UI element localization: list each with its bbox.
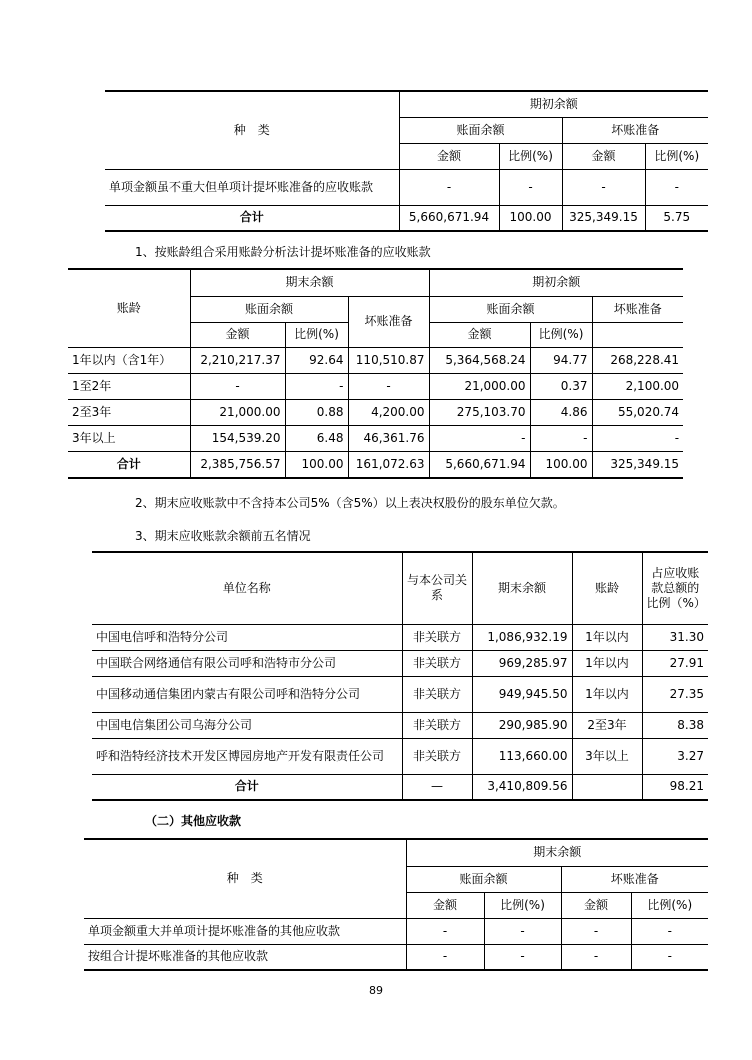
row-relation: 非关联方: [402, 712, 472, 738]
closing-bad-header: 坏账准备: [348, 296, 429, 347]
row-closing-amount: 21,000.00: [190, 399, 285, 425]
row-age: 1至2年: [68, 373, 190, 399]
row-opening-ratio: -: [530, 425, 592, 451]
row-relation: 非关联方: [402, 624, 472, 650]
other-receivables-table: [84, 838, 708, 971]
total-amount: 5,660,671.94: [399, 205, 499, 231]
row-closing-amount: -: [190, 373, 285, 399]
row-closing-bad: 4,200.00: [348, 399, 429, 425]
table-row: [105, 169, 708, 205]
row-ratio: -: [499, 169, 562, 205]
row-opening-amount: 275,103.70: [429, 399, 530, 425]
total-row: [92, 774, 708, 800]
bad-debt-header: 坏账准备: [562, 117, 708, 143]
row-bad-amount: -: [561, 918, 631, 944]
table-row: [68, 347, 683, 373]
row-opening-ratio: 0.37: [530, 373, 592, 399]
opening-amount-header: 金额: [429, 322, 530, 347]
amount-header: 金额: [406, 892, 484, 918]
row-amount: 969,285.97: [472, 650, 572, 676]
row-closing-ratio: 92.64: [285, 347, 348, 373]
row-share: 8.38: [642, 712, 708, 738]
empty-cell: [592, 322, 683, 347]
closing-balance-header: 期末余额: [472, 552, 572, 624]
table-row: [92, 738, 708, 774]
row-age: 1年以内（含1年）: [68, 347, 190, 373]
row-closing-bad: -: [348, 373, 429, 399]
opening-balance-header: 期初余额: [399, 91, 708, 117]
closing-book-header: 账面余额: [190, 296, 348, 322]
total-bad-ratio: 5.75: [645, 205, 708, 231]
row-label: 单项金额重大并单项计提坏账准备的其他应收款: [84, 918, 406, 944]
row-age: 3年以上: [68, 425, 190, 451]
total-row: [68, 451, 683, 478]
row-age: 1年以内: [572, 650, 642, 676]
total-label: 合计: [92, 774, 402, 800]
ratio-header: 比例(%): [499, 143, 562, 169]
row-age: 3年以上: [572, 738, 642, 774]
row-closing-amount: 2,210,217.37: [190, 347, 285, 373]
ratio-header: 比例(%): [484, 892, 561, 918]
bad-ratio-header: 比例(%): [631, 892, 708, 918]
row-bad-ratio: -: [645, 169, 708, 205]
total-opening-amount: 5,660,671.94: [429, 451, 530, 478]
bad-amount-header: 金额: [562, 143, 645, 169]
row-age: 1年以内: [572, 676, 642, 712]
total-age: [572, 774, 642, 800]
total-share: 98.21: [642, 774, 708, 800]
row-ratio: -: [484, 918, 561, 944]
top-five-table: [92, 551, 708, 801]
unit-name-header: 单位名称: [92, 552, 402, 624]
row-age: 2至3年: [68, 399, 190, 425]
row-closing-ratio: 0.88: [285, 399, 348, 425]
total-amount: 3,410,809.56: [472, 774, 572, 800]
row-name: 中国电信呼和浩特分公司: [92, 624, 402, 650]
category-header: 种 类: [84, 839, 406, 918]
row-age: 1年以内: [572, 624, 642, 650]
row-share: 27.91: [642, 650, 708, 676]
row-share: 3.27: [642, 738, 708, 774]
table-row: [92, 676, 708, 712]
row-age: 2至3年: [572, 712, 642, 738]
bad-ratio-header: 比例(%): [645, 143, 708, 169]
table-row: [92, 712, 708, 738]
row-opening-bad: 2,100.00: [592, 373, 683, 399]
total-closing-bad: 161,072.63: [348, 451, 429, 478]
row-amount: -: [399, 169, 499, 205]
row-label: 单项金额虽不重大但单项计提坏账准备的应收账款: [105, 169, 399, 205]
row-closing-ratio: 6.48: [285, 425, 348, 451]
table-row: [92, 624, 708, 650]
table-row: [68, 373, 683, 399]
table-row: [84, 944, 708, 970]
bad-debt-header: 坏账准备: [561, 866, 708, 892]
row-amount: 1,086,932.19: [472, 624, 572, 650]
row-opening-bad: 268,228.41: [592, 347, 683, 373]
row-opening-amount: -: [429, 425, 530, 451]
book-balance-header: 账面余额: [399, 117, 562, 143]
bad-amount-header: 金额: [561, 892, 631, 918]
total-opening-ratio: 100.00: [530, 451, 592, 478]
row-amount: 113,660.00: [472, 738, 572, 774]
row-bad-ratio: -: [631, 944, 708, 970]
section-heading: （二）其他应收款: [145, 814, 242, 828]
row-amount: 290,985.90: [472, 712, 572, 738]
row-name: 中国联合网络通信有限公司呼和浩特市分公司: [92, 650, 402, 676]
opening-book-header: 账面余额: [429, 296, 592, 322]
row-relation: 非关联方: [402, 738, 472, 774]
row-relation: 非关联方: [402, 676, 472, 712]
row-opening-ratio: 4.86: [530, 399, 592, 425]
row-closing-bad: 110,510.87: [348, 347, 429, 373]
total-closing-ratio: 100.00: [285, 451, 348, 478]
table-row: [92, 650, 708, 676]
row-amount: -: [406, 918, 484, 944]
row-label: 按组合计提坏账准备的其他应收款: [84, 944, 406, 970]
row-bad-amount: -: [562, 169, 645, 205]
total-label: 合计: [68, 451, 190, 478]
row-amount: 949,945.50: [472, 676, 572, 712]
row-opening-bad: 55,020.74: [592, 399, 683, 425]
row-opening-amount: 21,000.00: [429, 373, 530, 399]
closing-ratio-header: 比例(%): [285, 322, 348, 347]
relation-header: 与本公司关系: [402, 552, 472, 624]
opening-balance-table: [105, 90, 708, 232]
closing-balance-header: 期末余额: [190, 269, 429, 296]
page-number: 89: [369, 984, 383, 997]
opening-balance-header: 期初余额: [429, 269, 683, 296]
age-header: 账龄: [572, 552, 642, 624]
category-header: 种 类: [105, 91, 399, 169]
opening-ratio-header: 比例(%): [530, 322, 592, 347]
closing-amount-header: 金额: [190, 322, 285, 347]
opening-bad-header: 坏账准备: [592, 296, 683, 322]
row-closing-ratio: -: [285, 373, 348, 399]
age-header: 账龄: [68, 269, 190, 347]
amount-header: 金额: [399, 143, 499, 169]
row-closing-amount: 154,539.20: [190, 425, 285, 451]
total-closing-amount: 2,385,756.57: [190, 451, 285, 478]
row-name: 中国电信集团公司乌海分公司: [92, 712, 402, 738]
total-relation: —: [402, 774, 472, 800]
row-opening-bad: -: [592, 425, 683, 451]
row-amount: -: [406, 944, 484, 970]
row-share: 31.30: [642, 624, 708, 650]
table-row: [68, 425, 683, 451]
row-bad-ratio: -: [631, 918, 708, 944]
row-bad-amount: -: [561, 944, 631, 970]
aging-paragraph: 1、按账龄组合采用账龄分析法计提坏账准备的应收账款: [135, 245, 431, 259]
table-row: [84, 918, 708, 944]
book-balance-header: 账面余额: [406, 866, 561, 892]
row-closing-bad: 46,361.76: [348, 425, 429, 451]
top-five-paragraph: 3、期末应收账款余额前五名情况: [135, 529, 311, 543]
total-opening-bad: 325,349.15: [592, 451, 683, 478]
row-opening-ratio: 94.77: [530, 347, 592, 373]
closing-balance-header: 期末余额: [406, 839, 708, 866]
row-share: 27.35: [642, 676, 708, 712]
total-row: [105, 205, 708, 231]
row-relation: 非关联方: [402, 650, 472, 676]
share-header: 占应收账款总额的比例（%）: [642, 552, 708, 624]
row-name: 中国移动通信集团内蒙古有限公司呼和浩特分公司: [92, 676, 402, 712]
total-label: 合计: [105, 205, 399, 231]
total-bad-amount: 325,349.15: [562, 205, 645, 231]
total-ratio: 100.00: [499, 205, 562, 231]
row-name: 呼和浩特经济技术开发区博园房地产开发有限责任公司: [92, 738, 402, 774]
shareholder-note: 2、期末应收账款中不含持本公司5%（含5%）以上表决权股份的股东单位欠款。: [135, 496, 565, 510]
row-opening-amount: 5,364,568.24: [429, 347, 530, 373]
aging-table: [68, 268, 683, 479]
table-row: [68, 399, 683, 425]
row-ratio: -: [484, 944, 561, 970]
